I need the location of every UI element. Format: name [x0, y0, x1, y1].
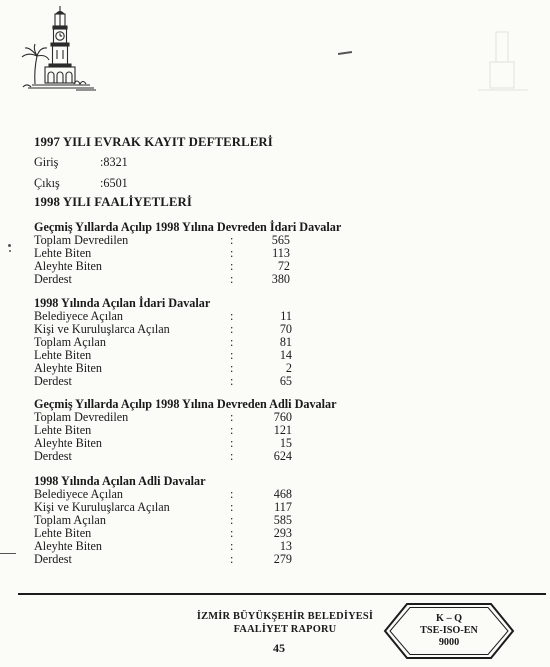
footer-report-name: FAALİYET RAPORU: [233, 624, 337, 635]
case-row-value: 760: [273, 410, 292, 424]
section-title: 1998 Yılında Açılan İdari Davalar: [34, 296, 211, 310]
case-row: [34, 514, 304, 527]
background-tower-icon: [468, 28, 538, 98]
scan-speck: [8, 244, 11, 247]
case-row-separator: :: [230, 435, 234, 450]
case-row-value: 72: [277, 258, 290, 273]
case-row-label: Derdest: [34, 551, 72, 566]
case-row-separator: :: [230, 309, 234, 323]
section-title: 1998 Yılında Açılan Adli Davalar: [34, 474, 206, 488]
giris-value: :8321: [100, 155, 128, 169]
case-row-separator: :: [230, 499, 234, 514]
case-row-separator: :: [230, 321, 234, 336]
cikis-row: [34, 176, 128, 191]
case-row-separator: :: [230, 448, 234, 463]
case-row-value: 380: [271, 271, 290, 286]
case-row-label: Derdest: [34, 271, 72, 286]
case-row-label: Aleyhte Biten: [34, 538, 103, 553]
case-row-label: Lehte Biten: [34, 525, 92, 540]
case-row-separator: :: [230, 525, 234, 540]
cikis-value: :6501: [100, 176, 128, 190]
case-row-label: Lehte Biten: [34, 347, 92, 362]
scan-speck: [9, 250, 11, 252]
case-row-separator: :: [230, 233, 234, 247]
case-row-label: Lehte Biten: [34, 422, 92, 437]
giris-row: [34, 155, 128, 170]
case-row-value: 279: [273, 551, 292, 566]
case-row: [34, 273, 304, 286]
case-row-separator: :: [230, 271, 234, 286]
case-row-value: 15: [279, 435, 292, 450]
clock-tower-logo-icon: [18, 4, 98, 92]
case-row-separator: :: [230, 373, 234, 388]
case-row: [34, 501, 304, 514]
case-row-value: 468: [273, 487, 292, 501]
case-row: [34, 260, 304, 273]
evrak-title: 1997 YILI EVRAK KAYIT DEFTERLERİ: [34, 135, 273, 149]
case-row: [34, 437, 304, 450]
case-row-label: Belediyece Açılan: [34, 309, 123, 323]
case-row-label: Toplam Devredilen: [34, 233, 129, 247]
case-row-value: 70: [279, 321, 292, 336]
case-row: [34, 349, 304, 362]
faaliyet-title: 1998 YILI FAALİYETLERİ: [34, 195, 192, 209]
case-row-separator: :: [230, 422, 234, 437]
case-row-separator: :: [230, 551, 234, 566]
case-row-value: 13: [279, 538, 292, 553]
case-row-value: 65: [279, 373, 292, 388]
case-row-value: 11: [280, 309, 292, 323]
badge-line1: K – Q: [435, 613, 463, 624]
case-row-separator: :: [230, 512, 234, 527]
case-row: [34, 553, 304, 566]
case-row-label: Derdest: [34, 373, 72, 388]
case-row-label: Belediyece Açılan: [34, 487, 123, 501]
case-row-label: Toplam Devredilen: [34, 410, 129, 424]
case-row-label: Lehte Biten: [34, 245, 92, 260]
case-row-value: 121: [273, 422, 292, 437]
badge-line3: 9000: [438, 637, 460, 648]
case-row: [34, 424, 304, 437]
scan-speck: [338, 51, 352, 55]
badge-line2: TSE-ISO-EN: [420, 625, 478, 636]
case-row-value: 14: [279, 347, 292, 362]
case-row: [34, 323, 304, 336]
cikis-label: Çıkış: [34, 176, 60, 190]
case-row-label: Aleyhte Biten: [34, 435, 103, 450]
case-row-label: Kişi ve Kuruluşlarca Açılan: [34, 499, 170, 514]
case-row-label: Toplam Açılan: [34, 334, 106, 349]
case-row-value: 81: [279, 334, 292, 349]
case-row-separator: :: [230, 334, 234, 349]
case-row-value: 585: [273, 512, 292, 527]
case-row: [34, 540, 304, 553]
case-row-value: 293: [273, 525, 292, 540]
section-title: Geçmiş Yıllarda Açılıp 1998 Yılına Devreden Adli Davalar: [34, 397, 337, 411]
case-row-label: Derdest: [34, 448, 72, 463]
giris-label: Giriş: [34, 155, 59, 169]
case-row-separator: :: [230, 410, 234, 424]
case-row-separator: :: [230, 360, 234, 375]
case-row-label: Kişi ve Kuruluşlarca Açılan: [34, 321, 170, 336]
case-row-separator: :: [230, 347, 234, 362]
case-row-value: 2: [285, 360, 292, 375]
case-row: [34, 247, 304, 260]
case-row-label: Aleyhte Biten: [34, 258, 103, 273]
case-row: [34, 527, 304, 540]
case-row: [34, 336, 304, 349]
case-row: [34, 450, 304, 463]
case-row-separator: :: [230, 487, 234, 501]
footer-rule: [18, 593, 546, 595]
case-row: [34, 375, 304, 388]
case-row-value: 624: [273, 448, 292, 463]
section-title: Geçmiş Yıllarda Açılıp 1998 Yılına Devreden İdari Davalar: [34, 220, 342, 234]
case-row: [34, 362, 304, 375]
scan-speck: [0, 553, 16, 554]
case-row-separator: :: [230, 538, 234, 553]
case-row-separator: :: [230, 245, 234, 260]
case-row-label: Toplam Açılan: [34, 512, 106, 527]
case-row-separator: :: [230, 258, 234, 273]
page-number: 45: [273, 641, 285, 655]
case-row-value: 117: [274, 499, 292, 514]
case-row-label: Aleyhte Biten: [34, 360, 103, 375]
case-row-value: 113: [272, 245, 290, 260]
footer-org-name: İZMİR BÜYÜKŞEHİR BELEDİYESİ: [196, 611, 374, 622]
case-row-value: 565: [271, 233, 290, 247]
